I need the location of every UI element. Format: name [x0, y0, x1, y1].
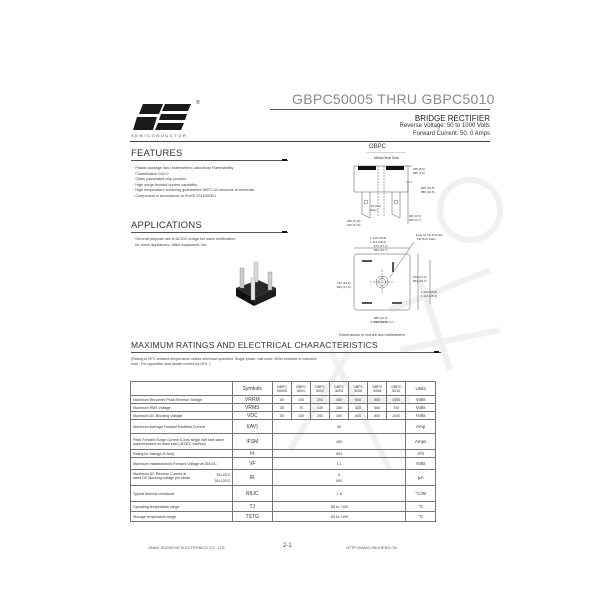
table-header-row [131, 382, 436, 396]
header-model: GBPC 5002 [311, 382, 330, 396]
param-cell: Storage temperature range [131, 512, 233, 522]
symbol-cell: VRRM [232, 396, 272, 404]
value-cell: 1000 [387, 396, 406, 404]
param-cell: Peak Forward Surge Current 8.3ms single half sine-wave superimposed on rated load (JEDEC method) [131, 434, 233, 450]
dim-label: .925 (23.5) .886 (22.5) [420, 186, 435, 194]
ratings-rule-mark [434, 351, 439, 353]
value-cell: 604 [272, 450, 405, 458]
value-cell: 1000 [387, 412, 406, 420]
forward-current: Forward Current: 50. 0 Amps [412, 131, 490, 137]
value-cell: 200 [311, 412, 330, 420]
features-list [133, 166, 343, 199]
value-cell: 450 [272, 434, 405, 450]
value-cell: 800 [368, 396, 387, 404]
unit-cell: Volts [406, 412, 436, 420]
feature-item: · Glass passivated chip junction [133, 177, 187, 181]
applications-heading: APPLICATIONS [131, 220, 202, 231]
ratings-note-line: (Rating at 25°C ambient temperature unless otherwise specified. Single phase ,half wave ,60Hz,resistive or inductive [131, 357, 317, 361]
header-model: GBPC 5008 [368, 382, 387, 396]
value-cell: 280 [330, 404, 349, 412]
value-cell: 400 [330, 396, 349, 404]
feature-item: · Plastic package has Underwriters Laboratory Flammability [133, 166, 234, 170]
value-cell: 400 [330, 412, 349, 420]
footer-company: JINAN JINGHENG ELECTRONICS CO., LTD. [148, 546, 226, 550]
param-cell: Maximum RMS Voltage [131, 404, 233, 412]
table-row [131, 412, 436, 420]
param-cell: Maximum Instantaneous Forward Voltage at 25A DC [131, 458, 233, 470]
dim-label: .585 (14.9) .543 (13.8) [373, 316, 388, 324]
value-cell: 50 [272, 420, 405, 434]
symbol-cell: TSTG [232, 512, 272, 522]
param-cell: Maximum Average Forward Rectified Current [131, 420, 233, 434]
footer-website[interactable]: HTTP://WWW.JINGHENG.CN [346, 546, 397, 550]
conditions: TA=25°C TA=125°C [214, 472, 231, 483]
table-row [131, 502, 436, 512]
unit-cell: Volts [406, 404, 436, 412]
dim-label: .335 (8.5) .295 (7.5) [412, 167, 425, 175]
unit-cell: °C [406, 502, 436, 512]
param-text: Maximum DC Reverse Current at rated DC blocking voltage per diode [133, 471, 191, 480]
table-row [131, 404, 436, 412]
features-rule [131, 160, 288, 161]
symbol-cell: TJ [232, 502, 272, 512]
value-cell: 50 [272, 412, 291, 420]
unit-cell: Amp [406, 420, 436, 434]
header-symbols: Symbols [232, 382, 272, 396]
table-row [131, 512, 436, 522]
value-cell: -55 to +150 [272, 502, 405, 512]
dim-label: .732 (18.6) .693 (17.6) [336, 281, 351, 289]
document-title: GBPC50005 THRU GBPC5010 [292, 91, 495, 107]
package-dimension-drawing [340, 152, 490, 332]
ratings-note [131, 357, 317, 367]
application-item: for home appliances, office equipment, etc. [135, 242, 208, 247]
dim-label: 1.133 (28.8) 1.114 (28.3) [370, 236, 387, 244]
param-cell: Typical thermal resistance [131, 486, 233, 502]
package-label: GBPC [369, 144, 387, 150]
header-units: Units [406, 382, 436, 396]
unit-cell: Volts [406, 458, 436, 470]
value-cell: -55 to +150 [272, 512, 405, 522]
unit-cell: °C/W [406, 486, 436, 502]
unit-cell: Volts [406, 396, 436, 404]
heat-sink-label: Metal Heat Sink [374, 156, 399, 160]
applications-rule [131, 232, 288, 233]
value-cell: 35 [272, 404, 291, 412]
feature-item: Classification 94V-0 [135, 171, 169, 176]
table-row [131, 486, 436, 502]
registered-mark: ® [196, 100, 200, 106]
dim-label: .673 (17.1) .654 (16.7) [412, 275, 427, 283]
dimensions-caption: Dimensions in inches and millimeters [339, 332, 405, 337]
features-rule-mark [282, 159, 287, 161]
value-cell: 50 [272, 396, 291, 404]
param-cell: Maximum DC Blocking Voltage [131, 412, 233, 420]
header-model: GBPC 5001 [291, 382, 310, 396]
param-cell: Maximum Recurrent Peak Reverse Voltage [131, 396, 233, 404]
table-row [131, 470, 436, 486]
symbol-cell: VF [232, 458, 272, 470]
value-cell: 1 .6 [272, 486, 405, 502]
footer-page-number: 2-1 [283, 543, 292, 549]
feature-item: · High surge forward current capability [133, 182, 198, 187]
header-rule [130, 141, 490, 142]
value-cell: 1.1 [272, 458, 405, 470]
value-cell: 420 [349, 404, 368, 412]
product-type: BRIDGE RECTIFIER [414, 114, 490, 123]
company-logo [133, 100, 193, 134]
feature-item: · Component in accordance to RoHS 2011/65/EU [133, 193, 216, 198]
dim-label: .250 (6.40) .242 (6.15) [346, 219, 361, 227]
ratings-note-line: load . For capacitive load,derate current by 20% .) [131, 362, 211, 366]
symbol-cell: I(AV) [232, 420, 272, 434]
symbol-cell: VRMS [232, 404, 272, 412]
header-model: GBPC 5004 [330, 382, 349, 396]
symbol-cell: IR [232, 470, 272, 486]
param-cell [131, 470, 233, 486]
unit-cell: µA [406, 470, 436, 486]
bridge-rectifier-photo [230, 258, 280, 308]
header-model: GBPC 50005 [272, 382, 291, 396]
ratings-table [130, 381, 436, 522]
value-cell: 5 500 [272, 470, 405, 486]
dim-label: 1.133 (28.8) 1.114 (28.3) [421, 290, 438, 298]
dim-label: .673 (17.1) .654 (16.7) [373, 244, 388, 252]
unit-cell: A²s [406, 450, 436, 458]
unit-cell: °C [406, 512, 436, 522]
applications-list [133, 237, 343, 248]
value-cell: 100 [291, 396, 310, 404]
table-row [131, 396, 436, 404]
value-cell: 560 [368, 404, 387, 412]
value-cell: 800 [368, 412, 387, 420]
value-cell: 600 [349, 396, 368, 404]
header-model: GBPC 5006 [349, 382, 368, 396]
table-row [131, 420, 436, 434]
table-row [131, 450, 436, 458]
symbol-cell: RθJC [232, 486, 272, 502]
feature-item: · High temperature soldering guaranteed:260°C/10 seconds at terminals [133, 188, 255, 192]
reverse-voltage: Reverse Voltage: 50 to 1000 Volts [399, 123, 490, 129]
dim-label: .025 (0.5) .030 (0.7) [408, 214, 421, 222]
logo-subtitle: SEMICONDUCTOR [131, 133, 188, 138]
unit-cell: Amps [406, 434, 436, 450]
hole-label: Hole for No.8 Screw .197(5.0) Diam [416, 233, 443, 241]
param-cell: Operating temperature range [131, 502, 233, 512]
header-model: GBPC 5010 [387, 382, 406, 396]
dim-label: .04 (1.0) Diam [370, 204, 382, 212]
value-cell: 700 [387, 404, 406, 412]
param-cell: Rating for fusing(t<8.3ms) [131, 450, 233, 458]
ratings-heading: MAXIMUM RATINGS AND ELECTRICAL CHARACTERISTICS [131, 340, 378, 350]
applications-rule-mark [282, 231, 287, 233]
title-rule [270, 109, 490, 110]
table-row [131, 458, 436, 470]
value-cell: 200 [311, 396, 330, 404]
ratings-rule [131, 352, 441, 353]
value-cell: 70 [291, 404, 310, 412]
table-row [131, 434, 436, 450]
symbol-cell: I²t [232, 450, 272, 458]
features-heading: FEATURES [131, 148, 183, 159]
value-cell: 140 [311, 404, 330, 412]
application-item: · General purpose use in AC/DC bridge full wave rectification, [133, 237, 237, 241]
symbol-cell: IFSM [232, 434, 272, 450]
value-cell: 600 [349, 412, 368, 420]
header-blank [131, 382, 233, 396]
symbol-cell: VDC [232, 412, 272, 420]
value-cell: 100 [291, 412, 310, 420]
